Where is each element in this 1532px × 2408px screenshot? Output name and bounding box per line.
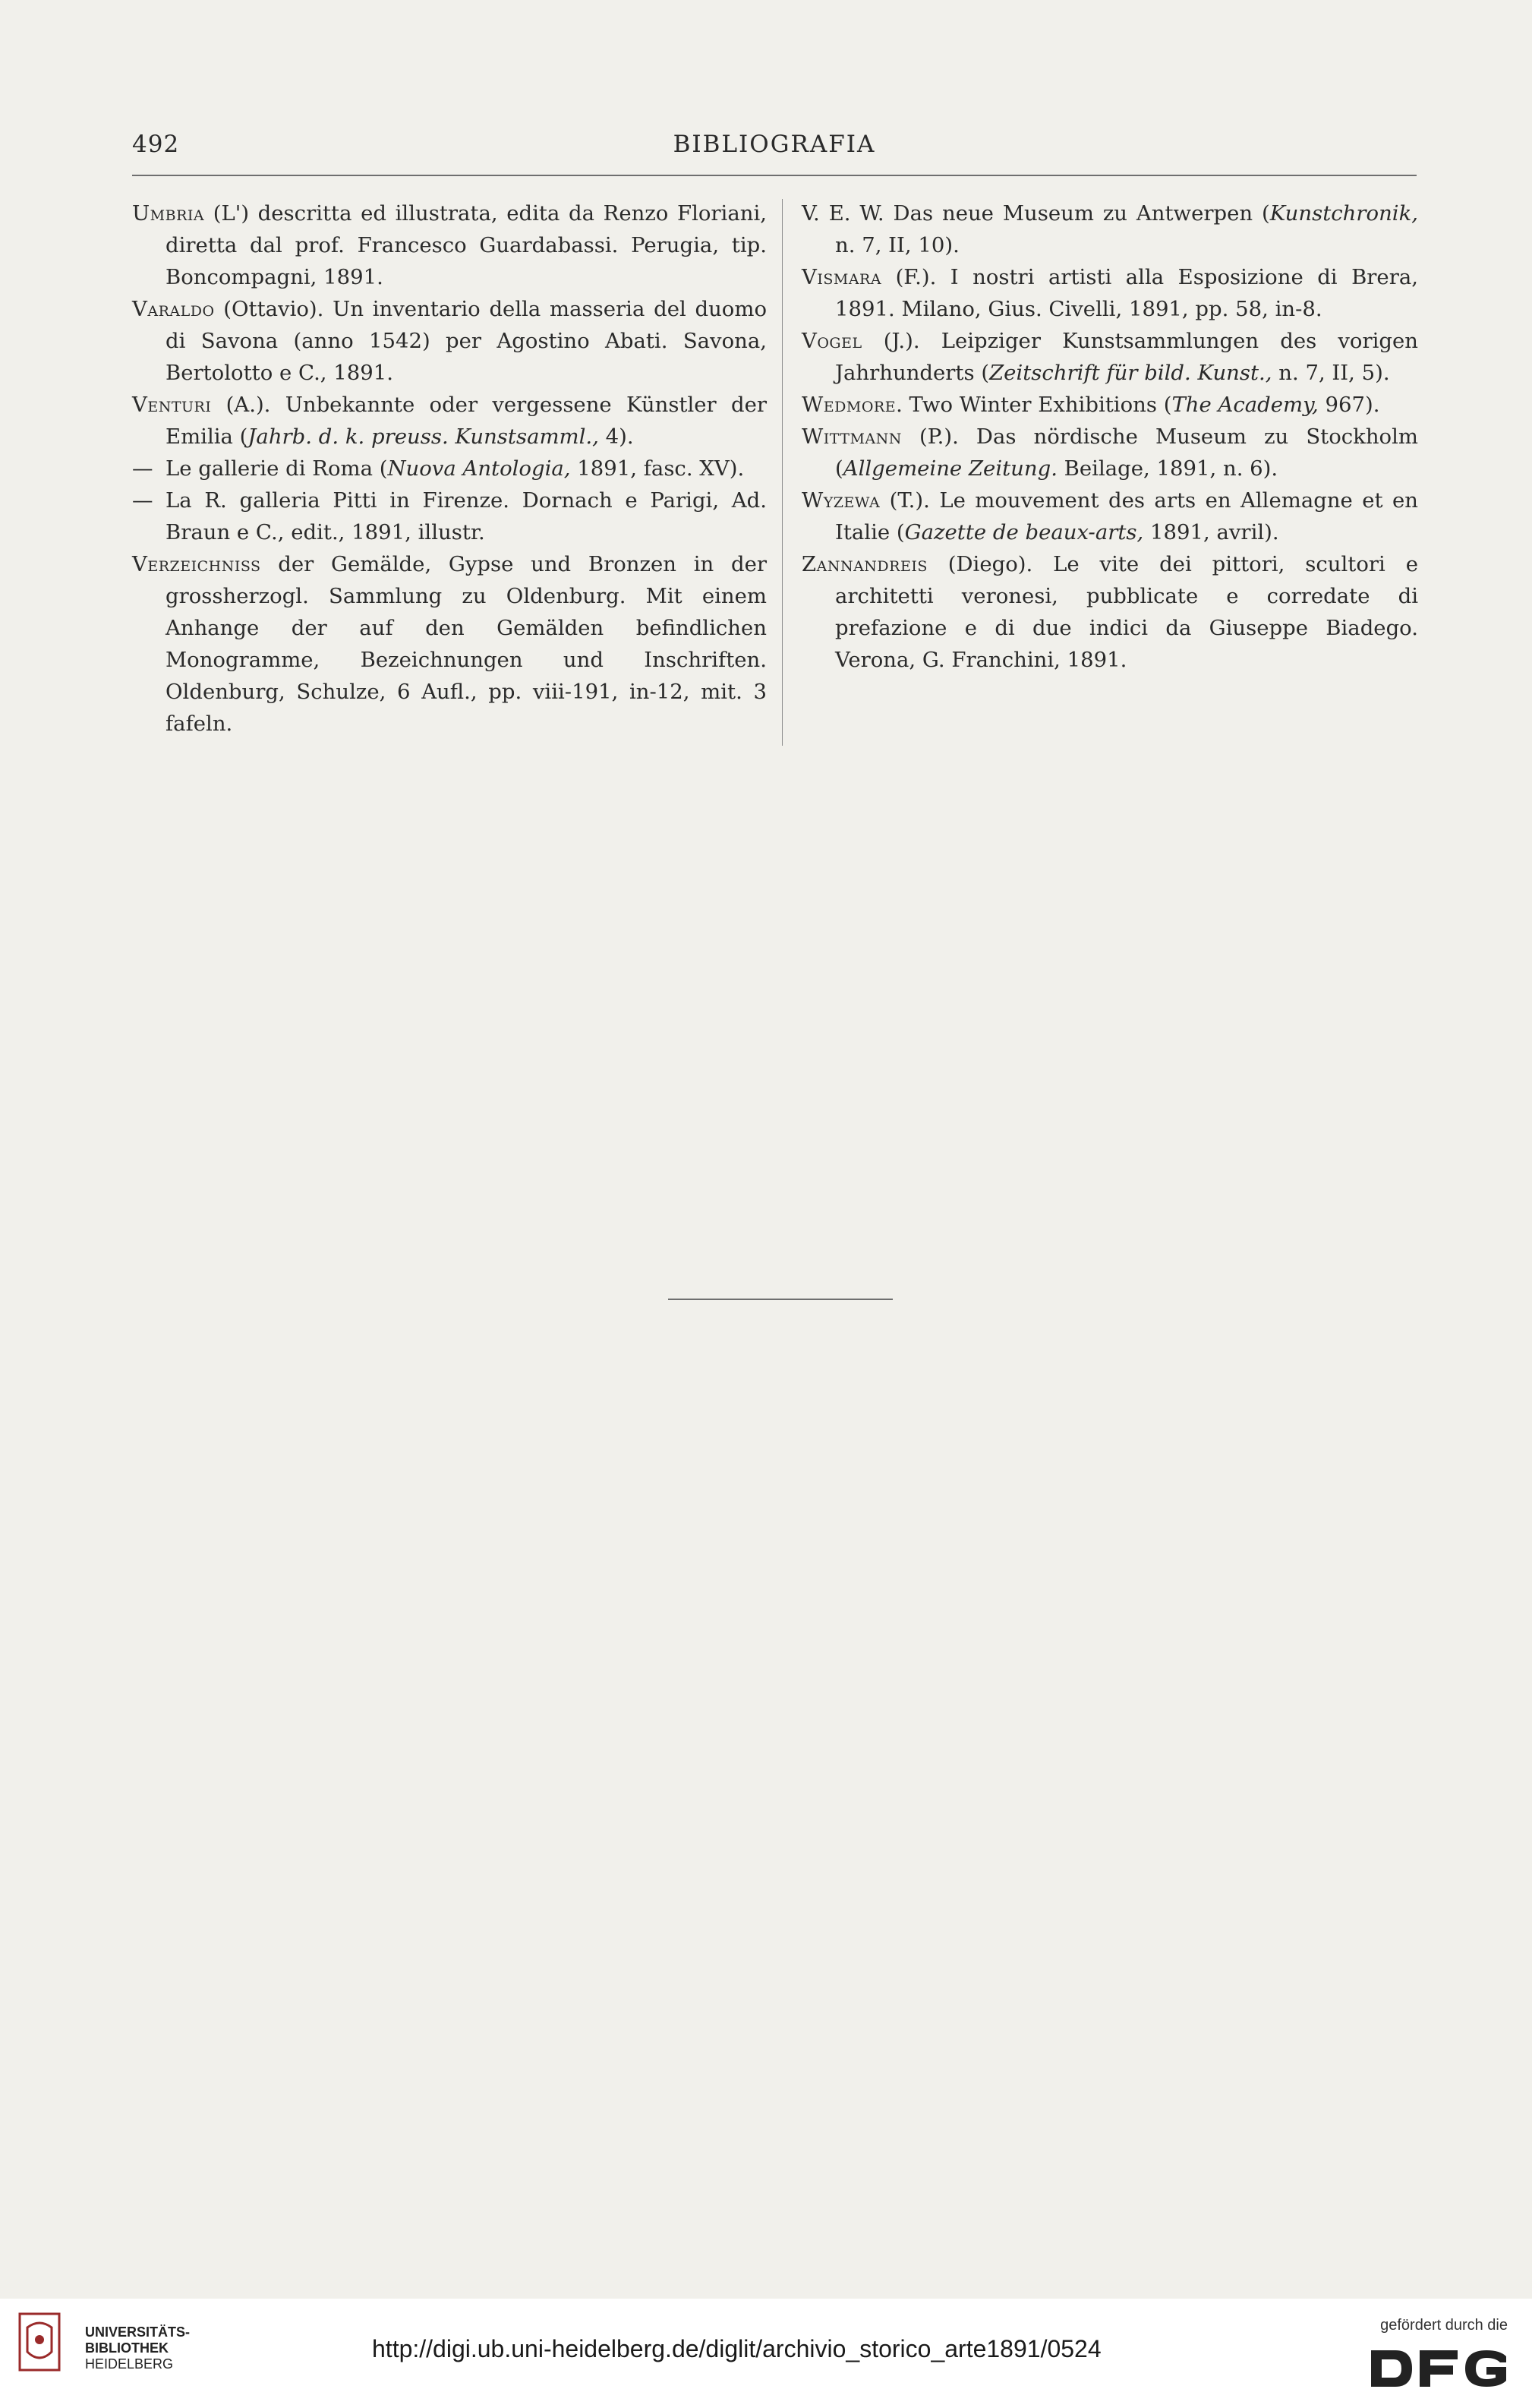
entry-author: Verzeichniss bbox=[132, 552, 261, 576]
entry-text: (P.). Das nördische Museum zu Stockholm ( bbox=[835, 424, 1418, 481]
entry-author: Wedmore bbox=[802, 393, 897, 417]
entry-text: (Ottavio). Un inventario della masseria del duomo di Savona (anno 1542) per Agostino Abati. Savona, Bertolotto e C., 1891. bbox=[165, 297, 767, 385]
footer-bar bbox=[0, 2299, 1532, 2408]
entry-author: Wyzewa bbox=[802, 488, 881, 513]
university-seal-icon bbox=[17, 2311, 62, 2373]
entry-source-title: The Academy, bbox=[1171, 393, 1319, 417]
running-title: BIBLIOGRAFIA bbox=[673, 131, 876, 158]
bibliography-entry bbox=[802, 197, 1418, 261]
entry-source-title: Gazette de beaux-arts, bbox=[904, 520, 1144, 544]
entry-text: La R. galleria Pitti in Firenze. Dornach e Parigi, Ad. Braun e C., edit., 1891, illustr. bbox=[165, 488, 767, 544]
bibliography-entry bbox=[132, 453, 767, 484]
ditto-dash: — bbox=[132, 488, 153, 513]
bibliography-entry bbox=[802, 548, 1418, 676]
bibliography-entry bbox=[802, 261, 1418, 325]
entry-text: n. 7, II, 10). bbox=[835, 233, 960, 257]
entry-text: V. E. W. Das neue Museum zu Antwerpen ( bbox=[802, 201, 1270, 226]
right-column bbox=[802, 197, 1418, 676]
entry-text: Le gallerie di Roma ( bbox=[165, 456, 388, 481]
entry-text: Beilage, 1891, n. 6). bbox=[1057, 456, 1278, 481]
bibliography-entry bbox=[802, 325, 1418, 389]
entry-source-title: Kunstchronik, bbox=[1269, 201, 1418, 226]
bibliography-entry bbox=[132, 484, 767, 548]
ditto-dash: — bbox=[132, 456, 153, 481]
entry-source-title: Nuova Antologia, bbox=[387, 456, 571, 481]
entry-author: Zannandreis bbox=[802, 552, 928, 576]
header-rule bbox=[132, 175, 1417, 176]
entry-text: (A.). Unbekannte oder vergessene Künstler der Emilia ( bbox=[165, 393, 767, 449]
entry-author: Vismara bbox=[802, 265, 882, 289]
entry-source-title: Allgemeine Zeitung. bbox=[843, 456, 1058, 481]
entry-author: Wittmann bbox=[802, 424, 902, 449]
entry-text: 4). bbox=[598, 424, 634, 449]
entry-text: (T.). Le mouvement des arts en Allemagne et en Italie ( bbox=[835, 488, 1418, 544]
entry-text: (Diego). Le vite dei pittori, scultori e architetti veronesi, pubblicate e corredate di prefazione e di due indici da Giuseppe Biadego. Verona, G. Franchini, 1891. bbox=[835, 552, 1418, 672]
bibliography-entry bbox=[802, 421, 1418, 484]
entry-text: (J.). Leipziger Kunstsammlungen des vorigen Jahrhunderts ( bbox=[835, 329, 1418, 385]
left-column bbox=[132, 197, 767, 740]
source-url-link[interactable]: http://digi.ub.uni-heidelberg.de/diglit/archivio_storico_arte1891/0524 bbox=[372, 2335, 1102, 2362]
entry-source-title: Zeitschrift für bild. Kunst., bbox=[989, 361, 1272, 385]
bibliography-entry bbox=[132, 293, 767, 389]
entry-text: 967). bbox=[1318, 393, 1380, 417]
entry-text: 1891, avril). bbox=[1143, 520, 1279, 544]
bibliography-entry bbox=[132, 548, 767, 740]
entry-source-title: Jahrb. d. k. preuss. Kunstsamml., bbox=[247, 424, 599, 449]
funded-by-label: gefördert durch die bbox=[1380, 2317, 1508, 2334]
end-rule bbox=[668, 1299, 893, 1300]
entry-author: Umbria bbox=[132, 201, 205, 226]
library-name: UNIVERSITÄTS- BIBLIOTHEK HEIDELBERG bbox=[85, 2324, 191, 2372]
bibliography-entry bbox=[132, 389, 767, 453]
bibliography-entry bbox=[132, 197, 767, 293]
bibliography-entry bbox=[802, 484, 1418, 548]
page-number: 492 bbox=[132, 131, 180, 158]
entry-text: (F.). I nostri artisti alla Esposizione di Brera, 1891. Milano, Gius. Civelli, 1891, pp. 58, in-8. bbox=[835, 265, 1418, 321]
entry-text: (L') descritta ed illustrata, edita da Renzo Floriani, diretta dal prof. Francesco Guardabassi. Perugia, tip. Boncompagni, 1891. bbox=[165, 201, 767, 289]
page-header bbox=[132, 131, 1417, 169]
entry-text: . Two Winter Exhibitions ( bbox=[896, 393, 1172, 417]
entry-text: der Gemälde, Gypse und Bronzen in der grossherzogl. Sammlung zu Oldenburg. Mit einem Anhange der auf den Gemälden befindlichen Monogramme, Bezeichnungen und Inschriften. Oldenburg, Schulze, 6 Aufl., pp. viii-191, in-12, mit. 3 fafeln. bbox=[165, 552, 767, 736]
entry-text: n. 7, II, 5). bbox=[1272, 361, 1390, 385]
dfg-logo-icon bbox=[1367, 2346, 1511, 2391]
entry-author: Venturi bbox=[132, 393, 212, 417]
entry-text: 1891, fasc. XV). bbox=[570, 456, 745, 481]
bibliography-entry bbox=[802, 389, 1418, 421]
column-divider bbox=[782, 199, 783, 746]
entry-author: Varaldo bbox=[132, 297, 215, 321]
entry-author: Vogel bbox=[802, 329, 862, 353]
